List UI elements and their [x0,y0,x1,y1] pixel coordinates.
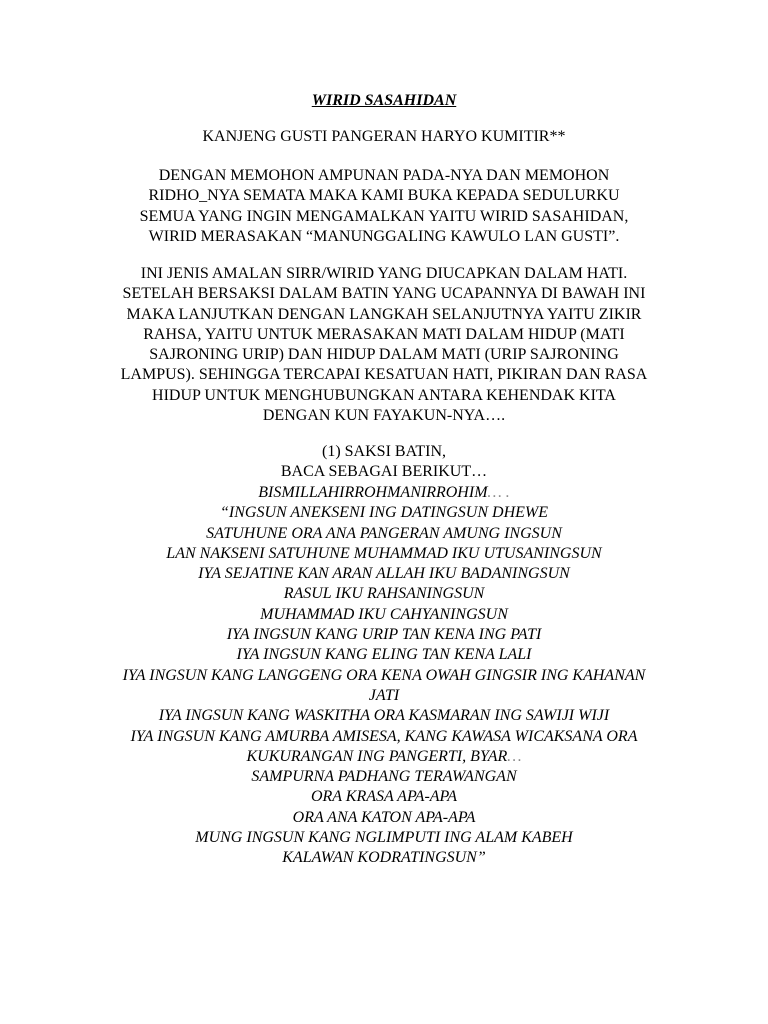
wirid-line: IYA INGSUN KANG URIP TAN KENA ING PATI [226,626,542,644]
paragraph-line: MAKA LANJUTKAN DENGAN LANGKAH SELANJUTNYA YAITU ZIKIR [126,305,642,323]
wirid-byar-line [60,747,708,767]
wirid-byar-ellipsis: … [507,747,522,765]
wirid-opening-text: BISMILLAHIRROHMANIRROHIM [258,484,488,501]
wirid-line: “INGSUN ANEKSENI ING DATINGSUN DHEWE [219,504,548,522]
wirid-line: IYA INGSUN KANG ELING TAN KENA LALI [236,646,532,664]
wirid-line: LAN NAKSENI SATUHUNE MUHAMMAD IKU UTUSANINGSUN [166,544,602,562]
wirid-line: IYA SEJATINE KAN ARAN ALLAH IKU BADANINGSUN [198,565,570,583]
paragraph-line: WIRID MERASAKAN “MANUNGGALING KAWULO LAN GUSTI”. [148,227,620,245]
wirid-line: MUHAMMAD IKU CAHYANINGSUN [260,605,508,623]
paragraph-line: DENGAN MEMOHON AMPUNAN PADA-NYA DAN MEMOHON [158,167,610,184]
wirid-line: RASUL IKU RAHSANINGSUN [283,585,485,603]
paragraph-line: HIDUP UNTUK MENGHUBUNGKAN ANTARA KEHENDAK KITA [152,386,616,404]
wirid-line: JATI [368,686,400,704]
wirid-line: ORA KRASA APA-APA [310,788,458,806]
wirid-line: KALAWAN KODRATINGSUN” [282,849,486,867]
wirid-line: MUNG INGSUN KANG NGLIMPUTI ING ALAM KABEH [195,829,573,847]
paragraph-line: LAMPUS). SEHINGGA TERCAPAI KESATUAN HATI, PIKIRAN DAN RASA [120,366,648,384]
wirid-line: IYA INGSUN KANG LANGGENG ORA KENA OWAH GINGSIR ING KAHANAN [122,666,646,684]
wirid-line: SATUHUNE ORA ANA PANGERAN AMUNG INGSUN [206,524,562,542]
wirid-opening [60,483,708,503]
wirid-line: SAMPURNA PADHANG TERAWANGAN [251,768,517,786]
paragraph-line: SEMUA YANG INGIN MENGAMALKAN YAITU WIRID SASAHIDAN, [139,207,629,225]
paragraph-line: INI JENIS AMALAN SIRR/WIRID YANG DIUCAPKAN DALAM HATI. [140,265,628,282]
document-subtitle: KANJENG GUSTI PANGERAN HARYO KUMITIR** [202,128,566,145]
paragraph-line: SAJRONING URIP) DAN HIDUP DALAM MATI (URIP SAJRONING [149,346,619,364]
document-title: WIRID SASAHIDAN [311,92,457,109]
section-heading: (1) SAKSI BATIN, [322,443,446,460]
wirid-byar-text: KUKURANGAN ING PANGERTI, BYAR [246,747,508,765]
wirid-text [60,483,708,869]
wirid-line: IYA INGSUN KANG WASKITHA ORA KASMARAN ING SAWIJI WIJI [158,707,610,725]
wirid-line: IYA INGSUN KANG AMURBA AMISESA, KANG KAWASA WICAKSANA ORA [130,727,638,745]
paragraph-line: RAHSA, YAITU UNTUK MERASAKAN MATI DALAM HIDUP (MATI [143,325,625,343]
wirid-opening-ellipsis: … . [487,484,510,501]
wirid-line: ORA ANA KATON APA-APA [292,808,476,826]
paragraph-line: RIDHO_NYA SEMATA MAKA KAMI BUKA KEPADA SEDULURKU [148,187,620,205]
paragraph-line: SETELAH BERSAKSI DALAM BATIN YANG UCAPANNYA DI BAWAH INI [122,285,646,303]
section-instruction: BACA SEBAGAI BERIKUT… [280,463,488,481]
paragraph-line: DENGAN KUN FAYAKUN-NYA…. [262,407,506,425]
intro-paragraph [84,166,684,247]
section-saksi-batin [60,442,708,483]
explanation-paragraph [84,264,684,426]
